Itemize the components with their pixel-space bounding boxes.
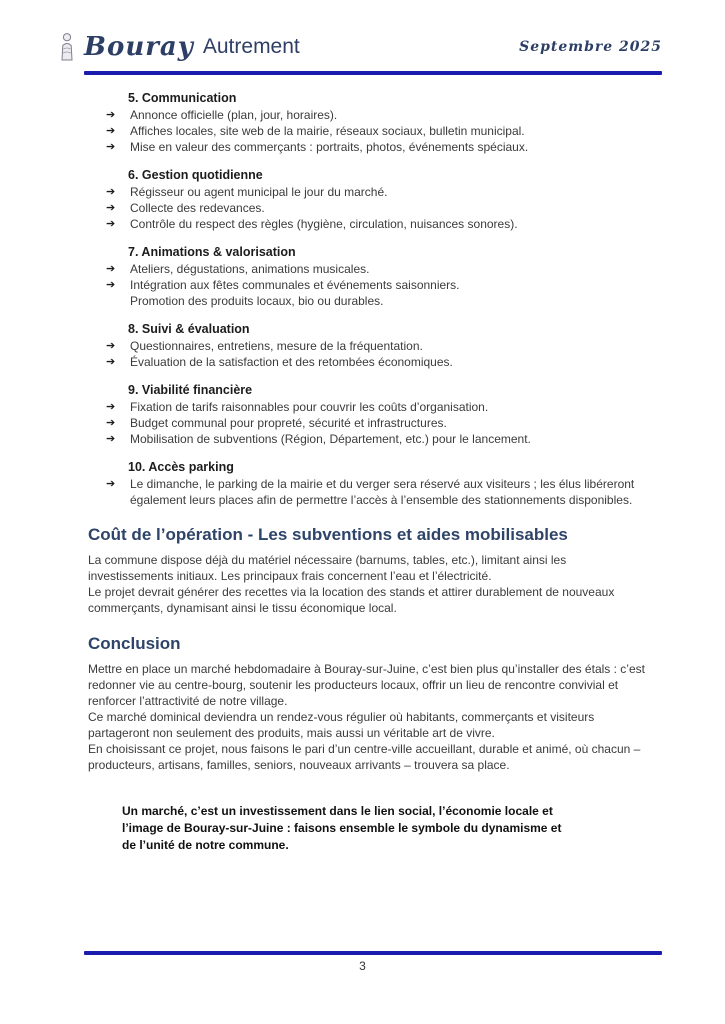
list-item	[88, 184, 650, 200]
bouray-statue-icon	[57, 32, 77, 62]
list-item	[88, 476, 650, 508]
section-title: 8. Suivi & évaluation	[128, 322, 250, 336]
page-number: 3	[359, 959, 366, 973]
list-item-text: Ateliers, dégustations, animations musicales.	[130, 262, 370, 276]
arrow-bullet-icon: ➔	[106, 356, 116, 368]
footer-rule	[84, 951, 662, 955]
list-item-text: Mobilisation de subventions (Région, Département, etc.) pour le lancement.	[130, 432, 531, 446]
arrow-bullet-icon: ➔	[106, 401, 116, 413]
list-item-text: Annonce officielle (plan, jour, horaires).	[130, 108, 338, 122]
numbered-section	[88, 321, 650, 370]
section-title-conclusion: Conclusion	[88, 634, 181, 653]
section-title: 6. Gestion quotidienne	[128, 168, 263, 182]
list-item-text: Mise en valeur des commerçants : portraits, photos, événements spéciaux.	[130, 140, 529, 154]
arrow-bullet-icon: ➔	[106, 263, 116, 275]
arrow-bullet-icon: ➔	[106, 433, 116, 445]
list-item	[88, 216, 650, 232]
header-date: Septembre 2025	[519, 39, 662, 55]
arrow-bullet-icon: ➔	[106, 478, 116, 490]
cost-paragraphs	[88, 552, 650, 616]
numbered-sections	[88, 90, 650, 508]
list-item	[88, 200, 650, 216]
numbered-section	[88, 167, 650, 232]
header-rule	[84, 71, 662, 75]
arrow-bullet-icon: ➔	[106, 417, 116, 429]
list-item	[88, 354, 650, 370]
list-item	[88, 431, 650, 447]
arrow-bullet-icon: ➔	[106, 202, 116, 214]
brand-name-regular: Autrement	[202, 35, 300, 58]
closing-statement: Un marché, c’est un investissement dans le lien social, l’économie locale et l’image de Bouray-sur-Juine : faisons ensemble le symbole du dynamisme et de l’unité de notre commune.	[122, 804, 562, 852]
brand-name-script: Bouray	[84, 32, 194, 62]
numbered-section	[88, 459, 650, 508]
paragraph: La commune dispose déjà du matériel nécessaire (barnums, tables, etc.), limitant ainsi les investissements initiaux. Les principaux frais concernent l’eau et l’électricité.	[88, 553, 567, 583]
list-item-text: Budget communal pour propreté, sécurité et infrastructures.	[130, 416, 447, 430]
list-item-text: Questionnaires, entretiens, mesure de la fréquentation.	[130, 339, 423, 353]
list-item-text: Le dimanche, le parking de la mairie et du verger sera réservé aux visiteurs ; les élus libéreront également leurs places afin de permettre l’accès à l’ensemble des stationnements disponibles.	[130, 477, 635, 507]
list-item	[88, 139, 650, 155]
arrow-bullet-icon: ➔	[106, 186, 116, 198]
list-item	[88, 277, 650, 309]
section-title: 10. Accès parking	[128, 460, 234, 474]
section-title-cost: Coût de l’opération - Les subventions et aides mobilisables	[88, 525, 568, 544]
section-title: 7. Animations & valorisation	[128, 245, 296, 259]
list-item-text: Contrôle du respect des règles (hygiène, circulation, nuisances sonores).	[130, 217, 518, 231]
list-item-text: Évaluation de la satisfaction et des retombées économiques.	[130, 355, 453, 369]
list-item	[88, 261, 650, 277]
numbered-section	[88, 90, 650, 155]
page-header	[57, 32, 662, 62]
numbered-section	[88, 244, 650, 309]
document-body	[88, 86, 650, 854]
arrow-bullet-icon: ➔	[106, 125, 116, 137]
arrow-bullet-icon: ➔	[106, 279, 116, 291]
paragraph: Ce marché dominical deviendra un rendez-vous régulier où habitants, commerçants et visiteurs partageront non seulement des produits, mais aussi un véritable art de vivre.	[88, 710, 595, 740]
section-title: 9. Viabilité financière	[128, 383, 253, 397]
numbered-section	[88, 382, 650, 447]
paragraph: Le projet devrait générer des recettes via la location des stands et attirer durablement de nouveaux commerçants, dynamisant ainsi le tissu économique local.	[88, 585, 615, 615]
section-title: 5. Communication	[128, 91, 237, 105]
conclusion-paragraphs	[88, 661, 650, 773]
list-item	[88, 399, 650, 415]
arrow-bullet-icon: ➔	[106, 109, 116, 121]
list-item-text: Affiches locales, site web de la mairie, réseaux sociaux, bulletin municipal.	[130, 124, 525, 138]
arrow-bullet-icon: ➔	[106, 141, 116, 153]
list-item	[88, 123, 650, 139]
list-item	[88, 107, 650, 123]
list-item	[88, 415, 650, 431]
arrow-bullet-icon: ➔	[106, 218, 116, 230]
list-item-text: Fixation de tarifs raisonnables pour couvrir les coûts d’organisation.	[130, 400, 489, 414]
list-item-text: Collecte des redevances.	[130, 201, 265, 215]
arrow-bullet-icon: ➔	[106, 340, 116, 352]
list-item	[88, 338, 650, 354]
paragraph: En choisissant ce projet, nous faisons le pari d’un centre-ville accueillant, durable et animé, où chacun – producteurs, artisans, familles, seniors, nouveaux arrivants – trouvera sa place.	[88, 742, 641, 772]
paragraph: Mettre en place un marché hebdomadaire à Bouray-sur-Juine, c’est bien plus qu’installer des étals : c’est redonner vie au centre-bourg, soutenir les producteurs locaux, offrir un lieu de rencontre convivial et renforcer l’attractivité de notre village.	[88, 662, 645, 708]
list-item-text: Régisseur ou agent municipal le jour du marché.	[130, 185, 388, 199]
list-item-text: Intégration aux fêtes communales et événements saisonniers. Promotion des produits locaux, bio ou durables.	[130, 278, 460, 308]
brand	[57, 32, 300, 62]
